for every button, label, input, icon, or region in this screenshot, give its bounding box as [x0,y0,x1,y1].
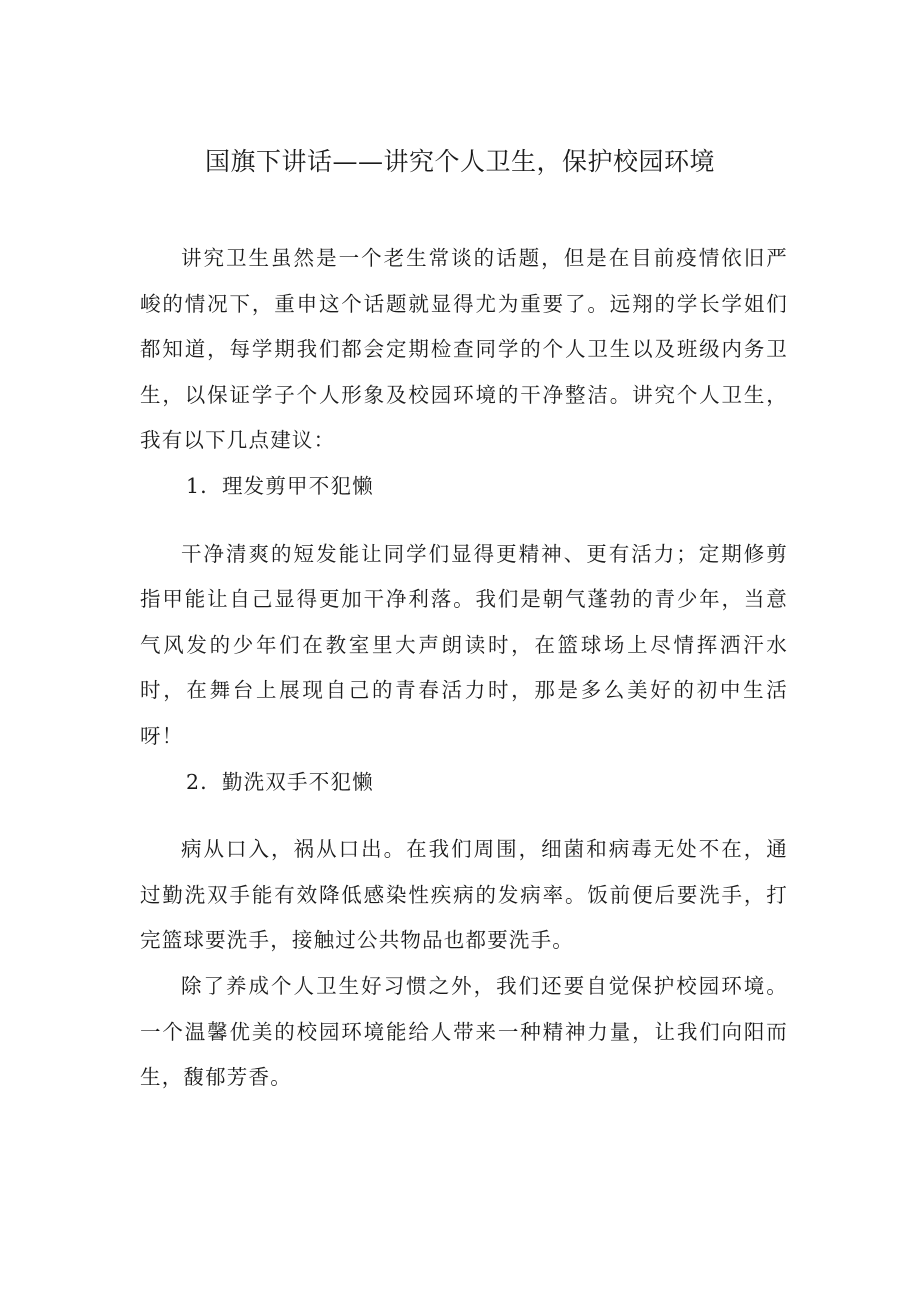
section-heading-1: 1．理发剪甲不犯懒 [186,473,374,498]
section-heading-2: 2．勤洗双手不犯懒 [186,769,374,794]
page-title: 国旗下讲话——讲究个人卫生，保护校园环境 [204,147,715,176]
paragraph-handwashing: 病从口入，祸从口出。在我们周围，细菌和病毒无处不在，通过勤洗双手能有效降低感染性疾病的发病率。饭前便后要洗手，打完篮球要洗手，接触过公共物品也都要洗手。 [140,837,788,953]
spacer [140,510,788,532]
paragraph-haircut: 干净清爽的短发能让同学们显得更精神、更有活力；定期修剪指甲能让自己显得更加干净利落。我们是朝气蓬勃的青少年，当意气风发的少年们在教室里大声朗读时，在篮球场上尽情挥洒汗水时，在舞台上展现自己的青春活力时，那是多么美好的初中生活呀！ [140,541,788,748]
document-body [140,236,788,1101]
spacer [140,805,788,827]
paragraph-intro: 讲究卫生虽然是一个老生常谈的话题，但是在目前疫情依旧严峻的情况下，重申这个话题就显得尤为重要了。远翔的学长学姐们都知道，每学期我们都会定期检查同学的个人卫生以及班级内务卫生，以保证学子个人形象及校园环境的干净整洁。讲究个人卫生，我有以下几点建议： [140,246,788,453]
paragraph-campus: 除了养成个人卫生好习惯之外，我们还要自觉保护校园环境。一个温馨优美的校园环境能给人带来一种精神力量，让我们向阳而生，馥郁芳香。 [140,973,788,1090]
